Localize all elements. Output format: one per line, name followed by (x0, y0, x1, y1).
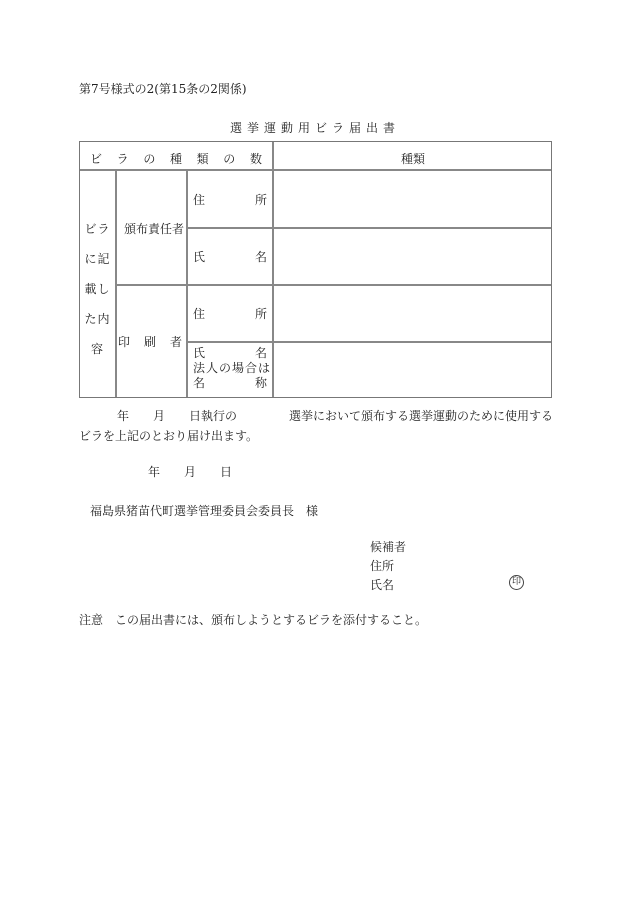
table-divider (186, 170, 188, 397)
header-char: の (143, 152, 156, 166)
label-line: 容 (90, 342, 104, 356)
declaration-paragraph (79, 406, 553, 446)
label-char: 住 (193, 193, 206, 207)
distributor-name-label (193, 248, 267, 265)
label-line: た内 (84, 312, 111, 326)
note: 注意 この届出書には、頒布しようとするビラを添付すること。 (79, 613, 428, 627)
corporation-note: 法人の場合は (193, 361, 272, 375)
flyer-details-table (79, 141, 552, 398)
header-char: 種 (169, 152, 182, 166)
label-char: 印 (118, 335, 131, 349)
label-char: 名 (254, 346, 267, 360)
declaration-text-2: ビラを上記のとおり届け出ます。 (79, 429, 259, 443)
label-char: 称 (254, 376, 267, 390)
label-line: ビラ (84, 222, 111, 236)
label-char: 氏 (193, 346, 206, 360)
submission-date: 年 月 日 (148, 465, 233, 479)
label-char: 名 (193, 376, 206, 390)
candidate-label: 候補者 (370, 540, 407, 554)
distributor-address-input[interactable] (274, 229, 551, 284)
label-char: 住 (193, 307, 206, 321)
header-char: 数 (249, 152, 262, 166)
label-char: 所 (254, 193, 267, 207)
header-char: 類 (196, 152, 209, 166)
document-title: 選挙運動用ビラ届出書 (229, 121, 400, 135)
printer-label (118, 333, 182, 350)
distributor-label: 頒布責任者 (124, 222, 185, 236)
header-char: ビ (90, 152, 103, 166)
form-number: 第7号様式の2(第15条の2関係) (79, 82, 247, 96)
seal-icon: 印 (509, 575, 524, 590)
distributor-address-field[interactable] (274, 171, 551, 227)
printer-name-label (193, 346, 271, 391)
label-line: に記 (84, 252, 111, 266)
candidate-name-label: 氏名 (370, 578, 395, 592)
printer-name-input[interactable] (274, 343, 551, 397)
flyer-content-label (80, 214, 115, 364)
candidate-address-label: 住所 (370, 559, 395, 573)
printer-address-input[interactable] (274, 286, 551, 341)
declaration-text: 選挙において頒布する選挙運動のために使用する (289, 409, 554, 423)
header-char: ラ (116, 152, 129, 166)
header-char: の (223, 152, 236, 166)
printer-address-label (193, 305, 267, 322)
distributor-address-label (193, 191, 267, 208)
label-char: 名 (254, 250, 267, 264)
label-line: 載し (84, 282, 111, 296)
table-divider (115, 170, 117, 397)
election-date: 年 月 日執行の (117, 409, 238, 423)
label-char: 所 (254, 307, 267, 321)
header-type-field[interactable]: 種類 (400, 152, 425, 166)
candidate-block (370, 538, 406, 595)
header-flyer-count (80, 150, 272, 167)
label-char: 氏 (193, 250, 206, 264)
addressee: 福島県猪苗代町選挙管理委員会委員長 様 (90, 504, 319, 518)
label-char: 刷 (143, 335, 156, 349)
label-char: 者 (169, 335, 182, 349)
